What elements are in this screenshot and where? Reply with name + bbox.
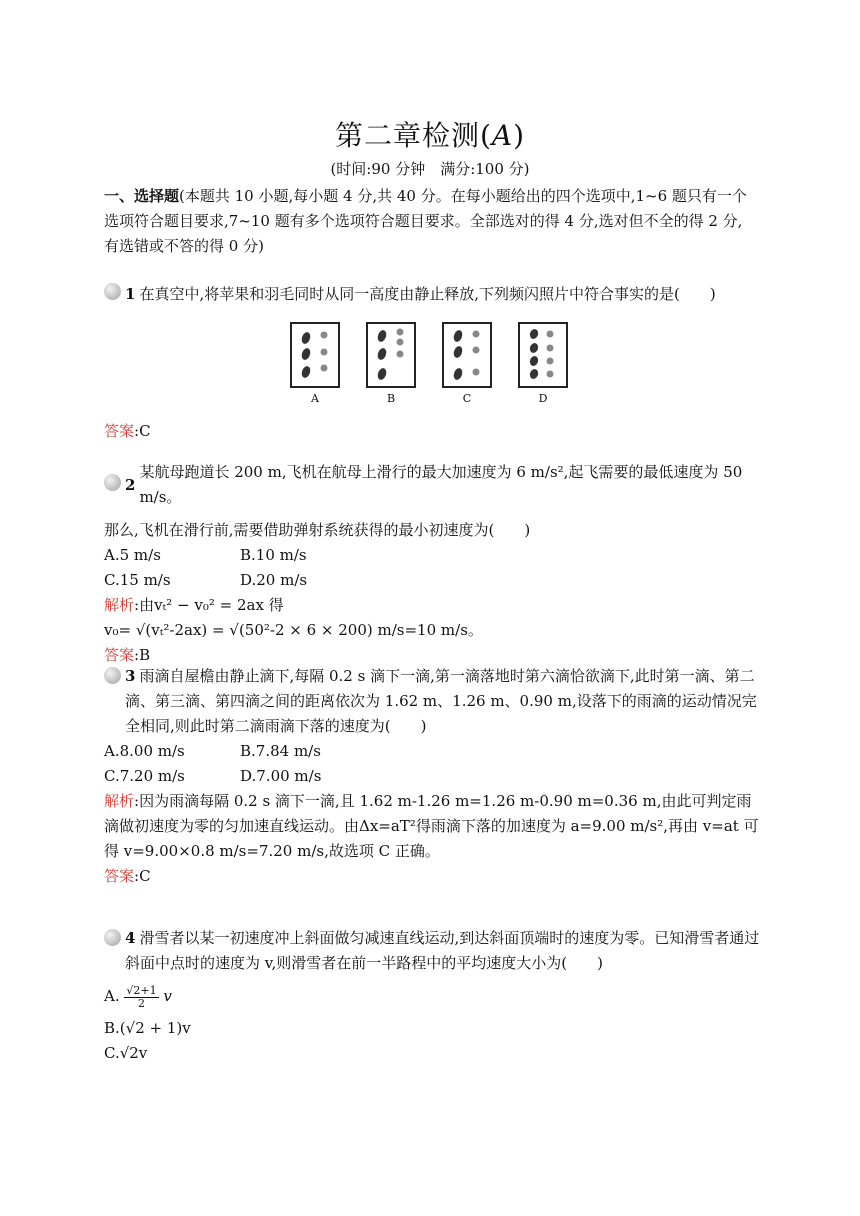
question-text: 在真空中,将苹果和羽毛同时从同一高度由静止释放,下列频闪照片中符合事实的是( ) — [139, 285, 716, 303]
answer-label: 答案 — [104, 646, 135, 664]
strobe-photo-d — [518, 322, 568, 388]
question-text-continued: 那么,飞机在滑行前,需要借助弹射系统获得的最小初速度为( ) — [104, 521, 531, 539]
strobe-marks-d — [520, 324, 566, 386]
option-a-fraction — [124, 985, 158, 1010]
option-a: A.8.00 m/s — [104, 742, 185, 760]
strobe-photo-figure — [290, 322, 552, 410]
answer-3 — [104, 864, 764, 889]
options-grid — [104, 543, 764, 593]
analysis-2 — [104, 593, 764, 618]
answer-value: :C — [134, 422, 151, 440]
fraction-denominator: 2 — [138, 996, 145, 1010]
question-number: 2 — [125, 475, 136, 494]
question-text: 雨滴自屋檐由静止滴下,每隔 0.2 s 滴下一滴,第一滴落地时第六滴恰欲滴下,此时第一滴、第二滴、第三滴、第四滴之间的距离依次为 1.62 m、1.26 m、0.90 m,设落下的雨滴的运动情况完全相同,则此时第二滴雨滴下落的速度为( ) — [125, 667, 757, 735]
option-a: A.5 m/s — [104, 546, 161, 564]
analysis-formula: v₀= √(vₜ²-2ax) = √(50²-2 × 6 × 200) m/s=10 m/s。 — [104, 621, 483, 639]
figure-label-d: D — [538, 392, 548, 405]
question-2 — [104, 460, 764, 668]
option-c: C.√2v — [104, 1043, 148, 1062]
option-c: C.7.20 m/s — [104, 767, 185, 785]
answer-1 — [104, 420, 151, 441]
analysis-text: :因为雨滴每隔 0.2 s 滴下一滴,且 1.62 m-1.26 m=1.26 m-0.90 m=0.36 m,由此可判定雨滴做初速度为零的匀加速直线运动。由Δx=aT²得雨滴下落的加速度为 a=9.00 m/s²,再由 v=at 可得 v=9.00×0.8 m/s=7.20 m/s,故选项 C 正确。 — [104, 792, 759, 860]
option-a — [104, 984, 764, 1010]
analysis-3 — [104, 789, 764, 864]
answer-value: :C — [134, 867, 151, 885]
question-text: 滑雪者以某一初速度冲上斜面做匀减速直线运动,到达斜面顶端时的速度为零。已知滑雪者通过斜面中点时的速度为 v,则滑雪者在前一半路程中的平均速度大小为( ) — [125, 929, 760, 972]
strobe-marks-a — [292, 324, 338, 386]
question-number: 4 — [125, 929, 136, 947]
strobe-photo-c — [442, 322, 492, 388]
figure-label-c: C — [462, 392, 472, 405]
title-text: 第二章检测( — [334, 119, 492, 152]
options-grid — [104, 739, 764, 789]
section-heading: 一、选择题 — [104, 187, 180, 205]
question-4 — [104, 926, 764, 1066]
strobe-photo-b — [366, 322, 416, 388]
question-text: 某航母跑道长 200 m,飞机在航母上滑行的最大加速度为 6 m/s²,起飞需要的最低速度为 50 m/s。 — [139, 463, 743, 506]
section-text: (本题共 10 小题,每小题 4 分,共 40 分。在每小题给出的四个选项中,1~6 题只有一个选项符合题目要求,7~10 题有多个选项符合题目要求。全部选对的得 4 分,选对但不全的得 2 分,有选错或不答的得 0 分) — [104, 187, 747, 255]
section-instructions — [104, 184, 754, 259]
analysis-label: 解析 — [104, 792, 135, 810]
page-title — [0, 114, 860, 154]
option-b: B.(√2 + 1)v — [104, 1018, 191, 1037]
analysis-label: 解析 — [104, 596, 135, 614]
title-close: ) — [513, 119, 526, 152]
figure-label-a: A — [311, 392, 319, 405]
analysis-text: :由vₜ² − v₀² = 2ax 得 — [134, 596, 284, 614]
answer-label: 答案 — [104, 867, 135, 885]
option-b: B.10 m/s — [240, 546, 307, 564]
option-c: C.15 m/s — [104, 571, 171, 589]
question-marker-icon — [104, 283, 121, 300]
fraction-numerator: √2+1 — [126, 983, 157, 997]
option-d: D.20 m/s — [240, 571, 308, 589]
answer-value: :B — [134, 646, 151, 664]
question-marker-icon — [104, 929, 121, 946]
option-d: D.7.00 m/s — [240, 767, 322, 785]
strobe-photo-a — [290, 322, 340, 388]
option-a-prefix: A. — [104, 987, 120, 1005]
exam-subtitle: (时间:90 分钟 满分:100 分) — [330, 160, 530, 178]
question-marker-icon — [104, 474, 121, 491]
option-a-variable: v — [163, 987, 172, 1005]
question-3 — [104, 664, 764, 889]
title-letter: A — [491, 119, 514, 152]
option-b: B.7.84 m/s — [240, 742, 321, 760]
question-1 — [104, 282, 764, 307]
question-number: 1 — [125, 285, 136, 303]
question-number: 3 — [125, 667, 136, 685]
question-marker-icon — [104, 667, 121, 684]
answer-label: 答案 — [104, 422, 135, 440]
strobe-marks-c — [444, 324, 490, 386]
strobe-marks-b — [368, 324, 414, 386]
figure-label-b: B — [386, 392, 396, 405]
